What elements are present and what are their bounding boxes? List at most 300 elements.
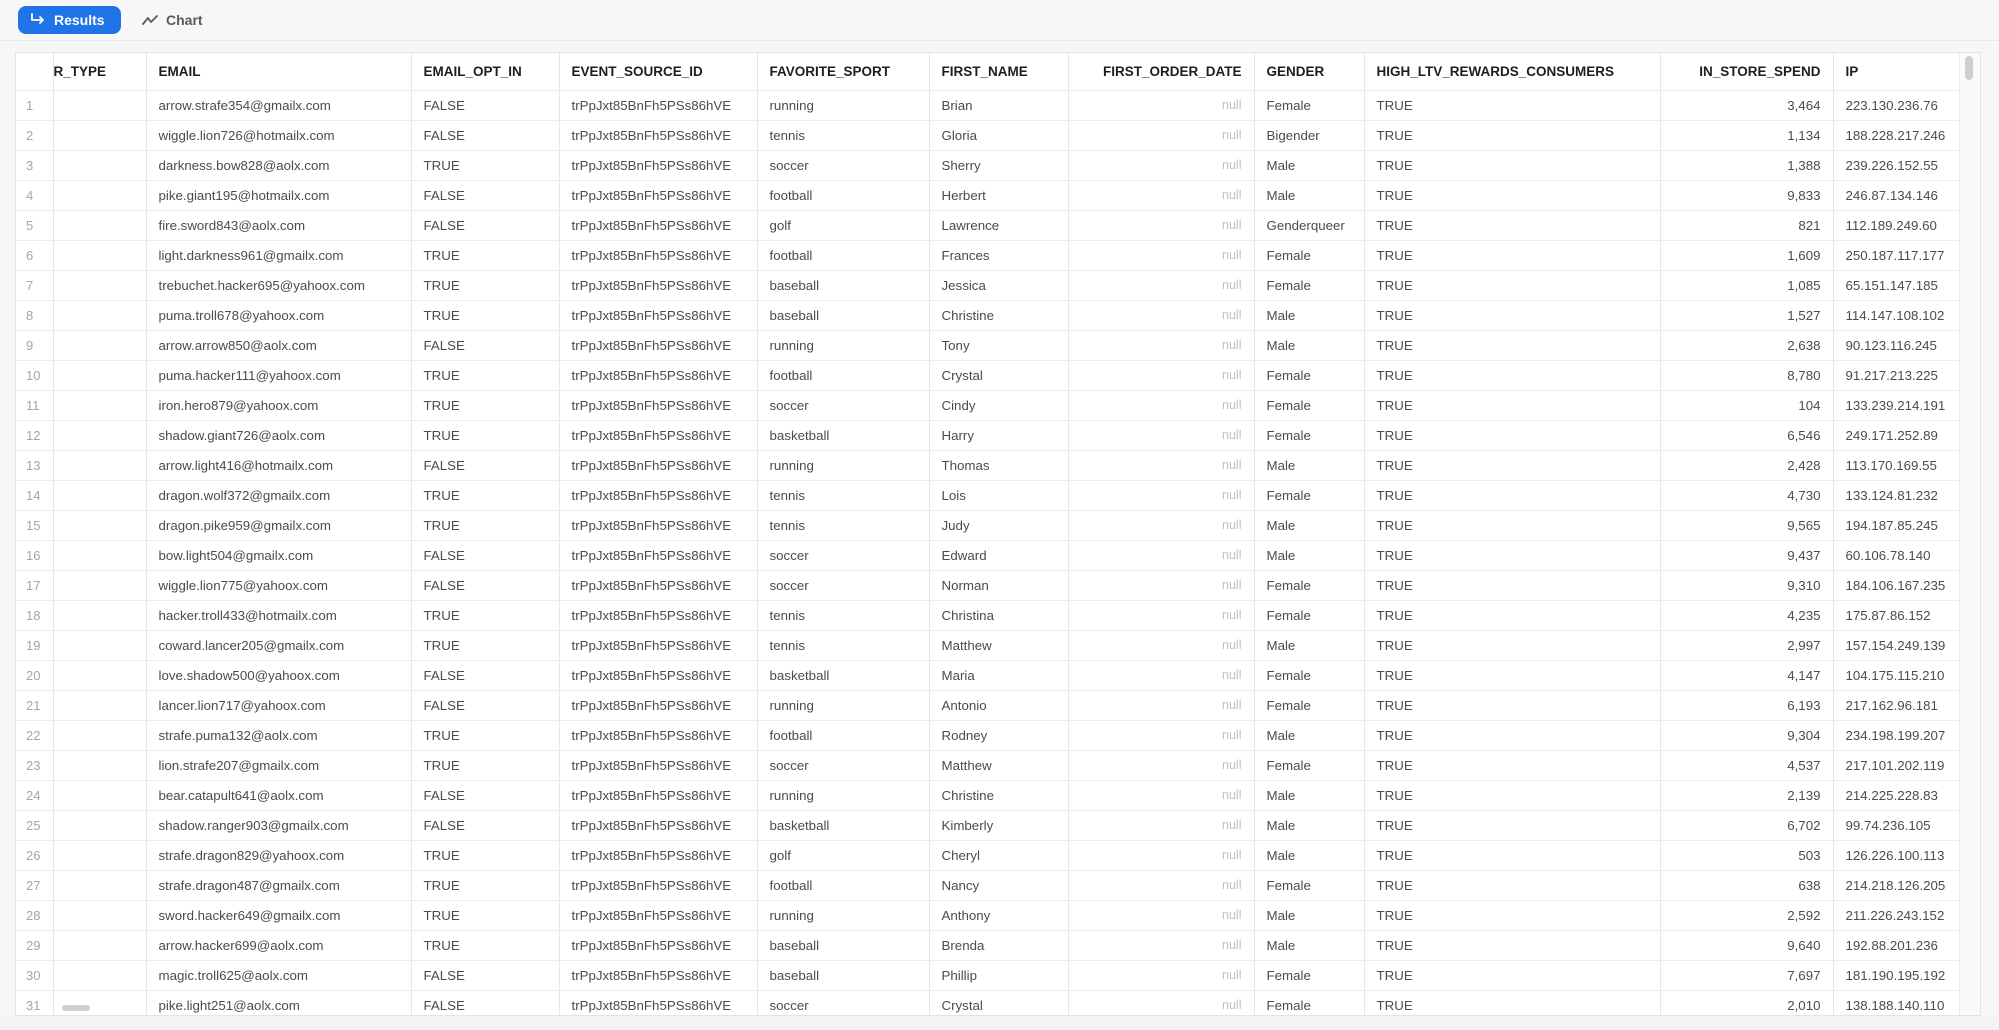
- cell-first-name[interactable]: Edward: [929, 540, 1068, 570]
- cell-in-store-spend[interactable]: 9,565: [1660, 510, 1833, 540]
- cell-in-store-spend[interactable]: 6,193: [1660, 690, 1833, 720]
- cell-email-opt-in[interactable]: FALSE: [411, 210, 559, 240]
- cell-gender[interactable]: Female: [1254, 270, 1364, 300]
- column-header-high-ltv[interactable]: HIGH_LTV_REWARDS_CONSUMERS: [1364, 53, 1660, 90]
- cell-gender[interactable]: Female: [1254, 870, 1364, 900]
- cell-email-opt-in[interactable]: TRUE: [411, 510, 559, 540]
- cell-ip[interactable]: 250.187.117.177: [1833, 240, 1976, 270]
- cell-first-name[interactable]: Frances: [929, 240, 1068, 270]
- cell-event-source-id[interactable]: trPpJxt85BnFh5PSs86hVE: [559, 630, 757, 660]
- cell-event-source-id[interactable]: trPpJxt85BnFh5PSs86hVE: [559, 570, 757, 600]
- table-row[interactable]: [16, 720, 1976, 750]
- cell-email-opt-in[interactable]: FALSE: [411, 450, 559, 480]
- cell-first-order-date[interactable]: null: [1068, 750, 1254, 780]
- table-row[interactable]: [16, 450, 1976, 480]
- table-row[interactable]: [16, 240, 1976, 270]
- cell-event-source-id[interactable]: trPpJxt85BnFh5PSs86hVE: [559, 720, 757, 750]
- cell-first-name[interactable]: Phillip: [929, 960, 1068, 990]
- cell-in-store-spend[interactable]: 1,388: [1660, 150, 1833, 180]
- cell-favorite-sport[interactable]: tennis: [757, 510, 929, 540]
- cell-first-name[interactable]: Christina: [929, 600, 1068, 630]
- cell-email[interactable]: shadow.giant726@aolx.com: [146, 420, 411, 450]
- cell-email[interactable]: trebuchet.hacker695@yahoox.com: [146, 270, 411, 300]
- cell-first-order-date[interactable]: null: [1068, 240, 1254, 270]
- cell-email-opt-in[interactable]: TRUE: [411, 420, 559, 450]
- cell-in-store-spend[interactable]: 104: [1660, 390, 1833, 420]
- cell-first-order-date[interactable]: null: [1068, 450, 1254, 480]
- cell-event-source-id[interactable]: trPpJxt85BnFh5PSs86hVE: [559, 120, 757, 150]
- cell-favorite-sport[interactable]: football: [757, 240, 929, 270]
- cell-first-order-date[interactable]: null: [1068, 900, 1254, 930]
- cell-favorite-sport[interactable]: soccer: [757, 540, 929, 570]
- cell-ip[interactable]: 99.74.236.105: [1833, 810, 1976, 840]
- cell-email[interactable]: lion.strafe207@gmailx.com: [146, 750, 411, 780]
- cell-high-ltv[interactable]: TRUE: [1364, 840, 1660, 870]
- cell-high-ltv[interactable]: TRUE: [1364, 390, 1660, 420]
- cell-favorite-sport[interactable]: golf: [757, 840, 929, 870]
- cell-email-opt-in[interactable]: TRUE: [411, 720, 559, 750]
- cell-ip[interactable]: 246.87.134.146: [1833, 180, 1976, 210]
- cell-first-order-date[interactable]: null: [1068, 120, 1254, 150]
- column-header-first-order-date[interactable]: FIRST_ORDER_DATE: [1068, 53, 1254, 90]
- cell-r-type[interactable]: [53, 570, 146, 600]
- cell-in-store-spend[interactable]: 4,147: [1660, 660, 1833, 690]
- cell-ip[interactable]: 114.147.108.102: [1833, 300, 1976, 330]
- cell-first-order-date[interactable]: null: [1068, 300, 1254, 330]
- cell-r-type[interactable]: [53, 300, 146, 330]
- cell-high-ltv[interactable]: TRUE: [1364, 750, 1660, 780]
- cell-email[interactable]: pike.light251@aolx.com: [146, 990, 411, 1016]
- cell-ip[interactable]: 214.225.228.83: [1833, 780, 1976, 810]
- cell-high-ltv[interactable]: TRUE: [1364, 540, 1660, 570]
- cell-first-name[interactable]: Christine: [929, 300, 1068, 330]
- cell-email[interactable]: strafe.dragon487@gmailx.com: [146, 870, 411, 900]
- cell-r-type[interactable]: [53, 720, 146, 750]
- cell-r-type[interactable]: [53, 150, 146, 180]
- cell-high-ltv[interactable]: TRUE: [1364, 90, 1660, 120]
- cell-in-store-spend[interactable]: 3,464: [1660, 90, 1833, 120]
- cell-email-opt-in[interactable]: FALSE: [411, 540, 559, 570]
- cell-favorite-sport[interactable]: tennis: [757, 600, 929, 630]
- cell-in-store-spend[interactable]: 2,592: [1660, 900, 1833, 930]
- column-header-email-opt-in[interactable]: EMAIL_OPT_IN: [411, 53, 559, 90]
- cell-in-store-spend[interactable]: 1,085: [1660, 270, 1833, 300]
- cell-gender[interactable]: Female: [1254, 570, 1364, 600]
- cell-first-name[interactable]: Brenda: [929, 930, 1068, 960]
- cell-favorite-sport[interactable]: baseball: [757, 270, 929, 300]
- cell-high-ltv[interactable]: TRUE: [1364, 270, 1660, 300]
- cell-ip[interactable]: 138.188.140.110: [1833, 990, 1976, 1016]
- cell-ip[interactable]: 60.106.78.140: [1833, 540, 1976, 570]
- cell-favorite-sport[interactable]: running: [757, 90, 929, 120]
- cell-email-opt-in[interactable]: TRUE: [411, 600, 559, 630]
- cell-high-ltv[interactable]: TRUE: [1364, 450, 1660, 480]
- cell-favorite-sport[interactable]: golf: [757, 210, 929, 240]
- cell-event-source-id[interactable]: trPpJxt85BnFh5PSs86hVE: [559, 510, 757, 540]
- cell-in-store-spend[interactable]: 9,437: [1660, 540, 1833, 570]
- cell-in-store-spend[interactable]: 8,780: [1660, 360, 1833, 390]
- table-row[interactable]: [16, 570, 1976, 600]
- cell-email[interactable]: pike.giant195@hotmailx.com: [146, 180, 411, 210]
- cell-ip[interactable]: 113.170.169.55: [1833, 450, 1976, 480]
- cell-first-name[interactable]: Crystal: [929, 360, 1068, 390]
- cell-email[interactable]: arrow.strafe354@gmailx.com: [146, 90, 411, 120]
- cell-favorite-sport[interactable]: football: [757, 360, 929, 390]
- cell-event-source-id[interactable]: trPpJxt85BnFh5PSs86hVE: [559, 420, 757, 450]
- cell-r-type[interactable]: [53, 390, 146, 420]
- cell-favorite-sport[interactable]: football: [757, 180, 929, 210]
- column-header-event-source-id[interactable]: EVENT_SOURCE_ID: [559, 53, 757, 90]
- cell-r-type[interactable]: [53, 180, 146, 210]
- cell-high-ltv[interactable]: TRUE: [1364, 480, 1660, 510]
- cell-gender[interactable]: Genderqueer: [1254, 210, 1364, 240]
- cell-event-source-id[interactable]: trPpJxt85BnFh5PSs86hVE: [559, 360, 757, 390]
- cell-high-ltv[interactable]: TRUE: [1364, 930, 1660, 960]
- cell-email[interactable]: sword.hacker649@gmailx.com: [146, 900, 411, 930]
- cell-first-order-date[interactable]: null: [1068, 210, 1254, 240]
- cell-email[interactable]: coward.lancer205@gmailx.com: [146, 630, 411, 660]
- cell-event-source-id[interactable]: trPpJxt85BnFh5PSs86hVE: [559, 480, 757, 510]
- cell-ip[interactable]: 133.124.81.232: [1833, 480, 1976, 510]
- cell-event-source-id[interactable]: trPpJxt85BnFh5PSs86hVE: [559, 810, 757, 840]
- cell-in-store-spend[interactable]: 6,546: [1660, 420, 1833, 450]
- cell-favorite-sport[interactable]: running: [757, 450, 929, 480]
- cell-in-store-spend[interactable]: 6,702: [1660, 810, 1833, 840]
- cell-in-store-spend[interactable]: 9,310: [1660, 570, 1833, 600]
- cell-first-name[interactable]: Matthew: [929, 630, 1068, 660]
- cell-in-store-spend[interactable]: 9,833: [1660, 180, 1833, 210]
- cell-event-source-id[interactable]: trPpJxt85BnFh5PSs86hVE: [559, 390, 757, 420]
- cell-high-ltv[interactable]: TRUE: [1364, 120, 1660, 150]
- cell-ip[interactable]: 239.226.152.55: [1833, 150, 1976, 180]
- cell-first-name[interactable]: Judy: [929, 510, 1068, 540]
- table-row[interactable]: [16, 900, 1976, 930]
- cell-event-source-id[interactable]: trPpJxt85BnFh5PSs86hVE: [559, 780, 757, 810]
- cell-favorite-sport[interactable]: soccer: [757, 750, 929, 780]
- cell-first-name[interactable]: Cindy: [929, 390, 1068, 420]
- cell-r-type[interactable]: [53, 510, 146, 540]
- cell-email[interactable]: bow.light504@gmailx.com: [146, 540, 411, 570]
- cell-gender[interactable]: Male: [1254, 510, 1364, 540]
- cell-email[interactable]: magic.troll625@aolx.com: [146, 960, 411, 990]
- cell-ip[interactable]: 217.101.202.119: [1833, 750, 1976, 780]
- cell-event-source-id[interactable]: trPpJxt85BnFh5PSs86hVE: [559, 930, 757, 960]
- tab-chart[interactable]: [130, 6, 220, 34]
- cell-first-name[interactable]: Christine: [929, 780, 1068, 810]
- cell-first-order-date[interactable]: null: [1068, 810, 1254, 840]
- cell-first-order-date[interactable]: null: [1068, 720, 1254, 750]
- cell-first-name[interactable]: Sherry: [929, 150, 1068, 180]
- cell-first-order-date[interactable]: null: [1068, 990, 1254, 1016]
- table-row[interactable]: [16, 750, 1976, 780]
- cell-r-type[interactable]: [53, 240, 146, 270]
- cell-first-order-date[interactable]: null: [1068, 690, 1254, 720]
- table-row[interactable]: [16, 780, 1976, 810]
- cell-r-type[interactable]: [53, 930, 146, 960]
- cell-first-order-date[interactable]: null: [1068, 960, 1254, 990]
- cell-gender[interactable]: Female: [1254, 390, 1364, 420]
- cell-favorite-sport[interactable]: tennis: [757, 120, 929, 150]
- cell-event-source-id[interactable]: trPpJxt85BnFh5PSs86hVE: [559, 210, 757, 240]
- cell-ip[interactable]: 234.198.199.207: [1833, 720, 1976, 750]
- table-row[interactable]: [16, 300, 1976, 330]
- cell-in-store-spend[interactable]: 2,428: [1660, 450, 1833, 480]
- cell-first-name[interactable]: Matthew: [929, 750, 1068, 780]
- cell-favorite-sport[interactable]: football: [757, 870, 929, 900]
- vertical-scrollbar[interactable]: [1959, 53, 1980, 1015]
- cell-email[interactable]: darkness.bow828@aolx.com: [146, 150, 411, 180]
- cell-email[interactable]: strafe.dragon829@yahoox.com: [146, 840, 411, 870]
- cell-in-store-spend[interactable]: 2,010: [1660, 990, 1833, 1016]
- table-row[interactable]: [16, 540, 1976, 570]
- cell-event-source-id[interactable]: trPpJxt85BnFh5PSs86hVE: [559, 300, 757, 330]
- cell-first-order-date[interactable]: null: [1068, 780, 1254, 810]
- cell-email-opt-in[interactable]: TRUE: [411, 930, 559, 960]
- table-row[interactable]: [16, 960, 1976, 990]
- cell-email-opt-in[interactable]: TRUE: [411, 750, 559, 780]
- cell-favorite-sport[interactable]: tennis: [757, 630, 929, 660]
- cell-r-type[interactable]: [53, 270, 146, 300]
- cell-email-opt-in[interactable]: FALSE: [411, 690, 559, 720]
- cell-first-name[interactable]: Thomas: [929, 450, 1068, 480]
- cell-first-order-date[interactable]: null: [1068, 660, 1254, 690]
- cell-r-type[interactable]: [53, 540, 146, 570]
- cell-first-order-date[interactable]: null: [1068, 330, 1254, 360]
- cell-event-source-id[interactable]: trPpJxt85BnFh5PSs86hVE: [559, 690, 757, 720]
- cell-first-name[interactable]: Norman: [929, 570, 1068, 600]
- cell-email[interactable]: arrow.light416@hotmailx.com: [146, 450, 411, 480]
- cell-r-type[interactable]: [53, 750, 146, 780]
- cell-email[interactable]: love.shadow500@yahoox.com: [146, 660, 411, 690]
- cell-email-opt-in[interactable]: FALSE: [411, 990, 559, 1016]
- cell-in-store-spend[interactable]: 638: [1660, 870, 1833, 900]
- cell-email-opt-in[interactable]: FALSE: [411, 120, 559, 150]
- cell-email-opt-in[interactable]: TRUE: [411, 360, 559, 390]
- cell-high-ltv[interactable]: TRUE: [1364, 870, 1660, 900]
- cell-high-ltv[interactable]: TRUE: [1364, 780, 1660, 810]
- cell-gender[interactable]: Female: [1254, 240, 1364, 270]
- cell-event-source-id[interactable]: trPpJxt85BnFh5PSs86hVE: [559, 90, 757, 120]
- cell-in-store-spend[interactable]: 503: [1660, 840, 1833, 870]
- cell-first-name[interactable]: Cheryl: [929, 840, 1068, 870]
- cell-email[interactable]: strafe.puma132@aolx.com: [146, 720, 411, 750]
- cell-r-type[interactable]: [53, 120, 146, 150]
- cell-first-order-date[interactable]: null: [1068, 360, 1254, 390]
- cell-favorite-sport[interactable]: soccer: [757, 150, 929, 180]
- cell-ip[interactable]: 65.151.147.185: [1833, 270, 1976, 300]
- cell-event-source-id[interactable]: trPpJxt85BnFh5PSs86hVE: [559, 660, 757, 690]
- cell-r-type[interactable]: [53, 960, 146, 990]
- cell-favorite-sport[interactable]: basketball: [757, 660, 929, 690]
- cell-email[interactable]: dragon.wolf372@gmailx.com: [146, 480, 411, 510]
- cell-first-order-date[interactable]: null: [1068, 420, 1254, 450]
- cell-first-name[interactable]: Lois: [929, 480, 1068, 510]
- cell-r-type[interactable]: [53, 810, 146, 840]
- cell-first-order-date[interactable]: null: [1068, 930, 1254, 960]
- table-row[interactable]: [16, 660, 1976, 690]
- column-header-in-store-spend[interactable]: IN_STORE_SPEND: [1660, 53, 1833, 90]
- cell-email-opt-in[interactable]: FALSE: [411, 960, 559, 990]
- cell-favorite-sport[interactable]: soccer: [757, 990, 929, 1016]
- cell-in-store-spend[interactable]: 4,537: [1660, 750, 1833, 780]
- cell-first-name[interactable]: Herbert: [929, 180, 1068, 210]
- column-header-favorite-sport[interactable]: FAVORITE_SPORT: [757, 53, 929, 90]
- cell-first-order-date[interactable]: null: [1068, 510, 1254, 540]
- cell-high-ltv[interactable]: TRUE: [1364, 660, 1660, 690]
- cell-gender[interactable]: Bigender: [1254, 120, 1364, 150]
- cell-first-name[interactable]: Harry: [929, 420, 1068, 450]
- cell-r-type[interactable]: [53, 630, 146, 660]
- cell-r-type[interactable]: [53, 90, 146, 120]
- cell-r-type[interactable]: [53, 990, 146, 1016]
- cell-email-opt-in[interactable]: FALSE: [411, 330, 559, 360]
- cell-gender[interactable]: Female: [1254, 90, 1364, 120]
- cell-first-name[interactable]: Antonio: [929, 690, 1068, 720]
- cell-r-type[interactable]: [53, 900, 146, 930]
- cell-email-opt-in[interactable]: FALSE: [411, 90, 559, 120]
- column-header-email[interactable]: EMAIL: [146, 53, 411, 90]
- table-row[interactable]: [16, 870, 1976, 900]
- cell-gender[interactable]: Male: [1254, 330, 1364, 360]
- cell-r-type[interactable]: [53, 660, 146, 690]
- cell-first-order-date[interactable]: null: [1068, 90, 1254, 120]
- cell-email[interactable]: dragon.pike959@gmailx.com: [146, 510, 411, 540]
- cell-ip[interactable]: 223.130.236.76: [1833, 90, 1976, 120]
- cell-gender[interactable]: Male: [1254, 300, 1364, 330]
- cell-gender[interactable]: Male: [1254, 840, 1364, 870]
- cell-email-opt-in[interactable]: TRUE: [411, 270, 559, 300]
- cell-high-ltv[interactable]: TRUE: [1364, 150, 1660, 180]
- cell-gender[interactable]: Male: [1254, 180, 1364, 210]
- cell-event-source-id[interactable]: trPpJxt85BnFh5PSs86hVE: [559, 330, 757, 360]
- cell-gender[interactable]: Female: [1254, 660, 1364, 690]
- table-row[interactable]: [16, 90, 1976, 120]
- cell-first-name[interactable]: Jessica: [929, 270, 1068, 300]
- table-row[interactable]: [16, 480, 1976, 510]
- cell-high-ltv[interactable]: TRUE: [1364, 360, 1660, 390]
- cell-r-type[interactable]: [53, 690, 146, 720]
- cell-high-ltv[interactable]: TRUE: [1364, 300, 1660, 330]
- cell-first-order-date[interactable]: null: [1068, 570, 1254, 600]
- cell-gender[interactable]: Female: [1254, 360, 1364, 390]
- cell-event-source-id[interactable]: trPpJxt85BnFh5PSs86hVE: [559, 840, 757, 870]
- cell-first-name[interactable]: Rodney: [929, 720, 1068, 750]
- cell-high-ltv[interactable]: TRUE: [1364, 960, 1660, 990]
- cell-high-ltv[interactable]: TRUE: [1364, 210, 1660, 240]
- cell-email-opt-in[interactable]: TRUE: [411, 300, 559, 330]
- cell-email-opt-in[interactable]: TRUE: [411, 900, 559, 930]
- table-row[interactable]: [16, 150, 1976, 180]
- cell-high-ltv[interactable]: TRUE: [1364, 180, 1660, 210]
- vertical-scroll-thumb[interactable]: [1965, 56, 1973, 80]
- cell-high-ltv[interactable]: TRUE: [1364, 990, 1660, 1016]
- cell-email[interactable]: light.darkness961@gmailx.com: [146, 240, 411, 270]
- cell-in-store-spend[interactable]: 1,609: [1660, 240, 1833, 270]
- cell-email-opt-in[interactable]: FALSE: [411, 180, 559, 210]
- cell-first-name[interactable]: Anthony: [929, 900, 1068, 930]
- cell-r-type[interactable]: [53, 870, 146, 900]
- cell-first-order-date[interactable]: null: [1068, 480, 1254, 510]
- cell-r-type[interactable]: [53, 480, 146, 510]
- cell-first-order-date[interactable]: null: [1068, 600, 1254, 630]
- cell-ip[interactable]: 91.217.213.225: [1833, 360, 1976, 390]
- column-header-ip[interactable]: IP: [1833, 53, 1976, 90]
- column-header-r-type[interactable]: R_TYPE: [53, 53, 146, 90]
- cell-event-source-id[interactable]: trPpJxt85BnFh5PSs86hVE: [559, 240, 757, 270]
- cell-email[interactable]: puma.troll678@yahoox.com: [146, 300, 411, 330]
- cell-email-opt-in[interactable]: TRUE: [411, 150, 559, 180]
- table-row[interactable]: [16, 390, 1976, 420]
- table-row[interactable]: [16, 600, 1976, 630]
- cell-ip[interactable]: 214.218.126.205: [1833, 870, 1976, 900]
- cell-gender[interactable]: Female: [1254, 600, 1364, 630]
- cell-email-opt-in[interactable]: TRUE: [411, 840, 559, 870]
- cell-gender[interactable]: Female: [1254, 690, 1364, 720]
- cell-ip[interactable]: 157.154.249.139: [1833, 630, 1976, 660]
- cell-event-source-id[interactable]: trPpJxt85BnFh5PSs86hVE: [559, 540, 757, 570]
- cell-favorite-sport[interactable]: running: [757, 780, 929, 810]
- table-row[interactable]: [16, 930, 1976, 960]
- column-header-first-name[interactable]: FIRST_NAME: [929, 53, 1068, 90]
- cell-high-ltv[interactable]: TRUE: [1364, 570, 1660, 600]
- cell-event-source-id[interactable]: trPpJxt85BnFh5PSs86hVE: [559, 870, 757, 900]
- cell-first-name[interactable]: Maria: [929, 660, 1068, 690]
- cell-gender[interactable]: Male: [1254, 780, 1364, 810]
- table-row[interactable]: [16, 270, 1976, 300]
- cell-in-store-spend[interactable]: 2,139: [1660, 780, 1833, 810]
- cell-favorite-sport[interactable]: running: [757, 690, 929, 720]
- cell-gender[interactable]: Male: [1254, 450, 1364, 480]
- cell-event-source-id[interactable]: trPpJxt85BnFh5PSs86hVE: [559, 150, 757, 180]
- cell-in-store-spend[interactable]: 2,997: [1660, 630, 1833, 660]
- cell-email-opt-in[interactable]: FALSE: [411, 570, 559, 600]
- cell-ip[interactable]: 217.162.96.181: [1833, 690, 1976, 720]
- cell-favorite-sport[interactable]: basketball: [757, 420, 929, 450]
- cell-first-name[interactable]: Brian: [929, 90, 1068, 120]
- cell-in-store-spend[interactable]: 7,697: [1660, 960, 1833, 990]
- cell-r-type[interactable]: [53, 360, 146, 390]
- cell-first-order-date[interactable]: null: [1068, 180, 1254, 210]
- table-row[interactable]: [16, 510, 1976, 540]
- cell-high-ltv[interactable]: TRUE: [1364, 630, 1660, 660]
- cell-email-opt-in[interactable]: TRUE: [411, 480, 559, 510]
- cell-gender[interactable]: Female: [1254, 420, 1364, 450]
- cell-first-order-date[interactable]: null: [1068, 390, 1254, 420]
- cell-in-store-spend[interactable]: 1,134: [1660, 120, 1833, 150]
- cell-high-ltv[interactable]: TRUE: [1364, 720, 1660, 750]
- cell-favorite-sport[interactable]: baseball: [757, 960, 929, 990]
- cell-ip[interactable]: 194.187.85.245: [1833, 510, 1976, 540]
- table-row[interactable]: [16, 990, 1976, 1016]
- cell-first-name[interactable]: Nancy: [929, 870, 1068, 900]
- table-row[interactable]: [16, 210, 1976, 240]
- cell-email[interactable]: hacker.troll433@hotmailx.com: [146, 600, 411, 630]
- cell-in-store-spend[interactable]: 9,304: [1660, 720, 1833, 750]
- cell-favorite-sport[interactable]: baseball: [757, 930, 929, 960]
- cell-gender[interactable]: Male: [1254, 810, 1364, 840]
- cell-favorite-sport[interactable]: baseball: [757, 300, 929, 330]
- cell-first-order-date[interactable]: null: [1068, 840, 1254, 870]
- cell-email-opt-in[interactable]: TRUE: [411, 630, 559, 660]
- table-row[interactable]: [16, 630, 1976, 660]
- cell-first-name[interactable]: Crystal: [929, 990, 1068, 1016]
- column-header-rownum[interactable]: [16, 53, 53, 90]
- cell-favorite-sport[interactable]: running: [757, 900, 929, 930]
- cell-high-ltv[interactable]: TRUE: [1364, 510, 1660, 540]
- cell-high-ltv[interactable]: TRUE: [1364, 330, 1660, 360]
- cell-ip[interactable]: 192.88.201.236: [1833, 930, 1976, 960]
- table-row[interactable]: [16, 420, 1976, 450]
